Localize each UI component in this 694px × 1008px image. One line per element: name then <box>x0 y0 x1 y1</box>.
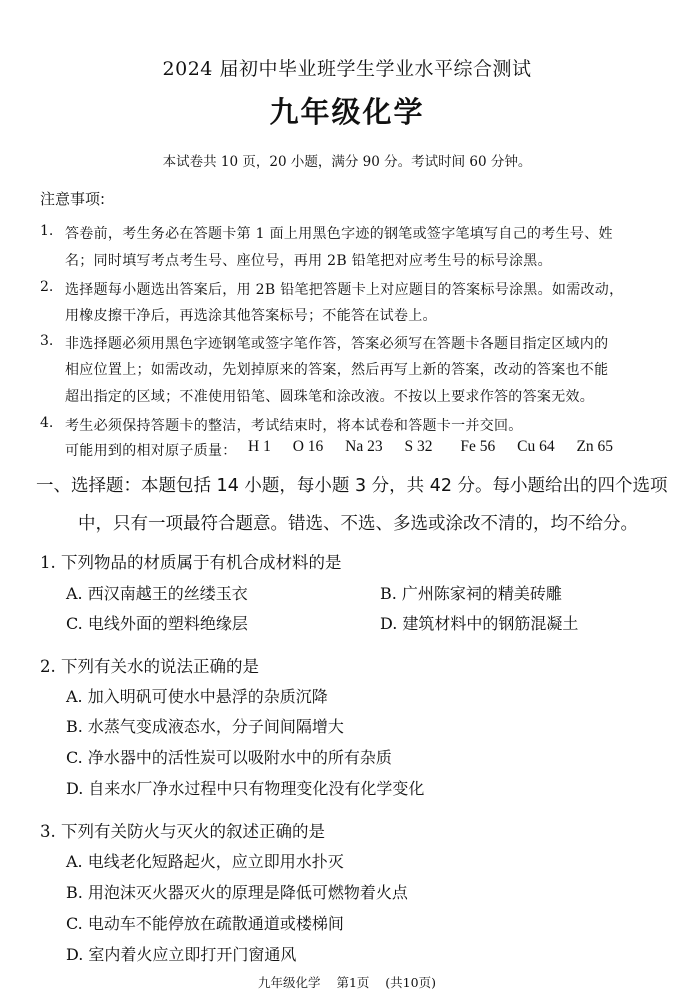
notice-number-2: 2. <box>40 279 54 295</box>
notice-line: 答卷前，考生务必在答题卡第 1 面上用黑色字迹的钢笔或签字笔填写自己的考生号、姓 <box>65 226 613 242</box>
exam-info: 本试卷共 10 页，20 小题，满分 90 分。考试时间 60 分钟。 <box>162 154 532 170</box>
question-1-option-c: C. 电线外面的塑料绝缘层 <box>66 614 248 633</box>
notice-number-3: 3. <box>40 333 54 349</box>
question-1-option-b: B. 广州陈家祠的精美砖雕 <box>380 584 562 603</box>
question-3-option-a: A. 电线老化短路起火，应立即用水扑灭 <box>66 852 344 871</box>
atomic-mass-zn: Zn 65 <box>576 438 614 455</box>
atomic-mass-label: 可能用到的相对原子质量： <box>65 443 237 459</box>
atomic-mass-list <box>248 438 613 456</box>
question-3-option-d: D. 室内着火应立即打开门窗通风 <box>66 945 297 964</box>
atomic-mass-s: S 32 <box>404 438 433 455</box>
notice-line: 相应位置上；如需改动，先划掉原来的答案，然后再写上新的答案，改动的答案也不能 <box>65 362 609 378</box>
question-2-option-d: D. 自来水厂净水过程中只有物理变化没有化学变化 <box>66 779 425 798</box>
notice-number-1: 1. <box>40 223 54 239</box>
question-1-option-a: A. 西汉南越王的丝缕玉衣 <box>66 584 248 603</box>
notice-line: 超出指定的区域；不准使用铅笔、圆珠笔和涂改液。不按以上要求作答的答案无效。 <box>65 389 595 405</box>
page-footer: 九年级化学 第1页 (共10页) <box>258 975 436 990</box>
section-heading-line-2: 中，只有一项最符合题意。错选、不选、多选或涂改不清的，均不给分。 <box>78 514 638 534</box>
question-3-option-c: C. 电动车不能停放在疏散通道或楼梯间 <box>66 914 344 933</box>
question-3-stem: 3. 下列有关防火与灭火的叙述正确的是 <box>40 822 325 841</box>
question-2-stem: 2. 下列有关水的说法正确的是 <box>40 657 259 676</box>
notice-line: 考生必须保持答题卡的整洁，考试结束时，将本试卷和答题卡一并交回。 <box>65 418 523 434</box>
question-1-option-d: D. 建筑材料中的钢筋混凝土 <box>380 614 579 633</box>
atomic-mass-h: H 1 <box>248 438 271 455</box>
notice-line: 选择题每小题选出答案后，用 2B 铅笔把答题卡上对应题目的答案标号涂黑。如需改动， <box>65 282 624 298</box>
notice-line: 用橡皮擦干净后，再选涂其他答案标号；不能答在试卷上。 <box>65 308 437 324</box>
subject-title: 九年级化学 <box>269 95 425 129</box>
question-2-option-a: A. 加入明矾可使水中悬浮的杂质沉降 <box>66 687 328 706</box>
notice-heading: 注意事项: <box>40 190 106 208</box>
question-2-option-b: B. 水蒸气变成液态水，分子间间隔增大 <box>66 717 344 736</box>
notice-number-4: 4. <box>40 415 54 431</box>
question-2-option-c: C. 净水器中的活性炭可以吸附水中的所有杂质 <box>66 748 392 767</box>
atomic-mass-fe: Fe 56 <box>460 438 496 455</box>
notice-line: 名；同时填写考点考生号、座位号，再用 2B 铅笔把对应考生号的标号涂黑。 <box>65 253 552 269</box>
atomic-mass-o: O 16 <box>292 438 324 455</box>
atomic-mass-cu: Cu 64 <box>517 438 555 455</box>
atomic-mass-na: Na 23 <box>345 438 383 455</box>
notice-line: 非选择题必须用黑色字迹钢笔或签字笔作答，答案必须写在答题卡各题目指定区域内的 <box>65 336 609 352</box>
exam-title: 2024 届初中毕业班学生学业水平综合测试 <box>162 58 532 80</box>
question-1-stem: 1. 下列物品的材质属于有机合成材料的是 <box>40 553 342 572</box>
question-3-option-b: B. 用泡沫灭火器灭火的原理是降低可燃物着火点 <box>66 883 408 902</box>
section-heading-line-1: 一、选择题：本题包括 14 小题，每小题 3 分，共 42 分。每小题给出的四个选项 <box>36 476 668 496</box>
